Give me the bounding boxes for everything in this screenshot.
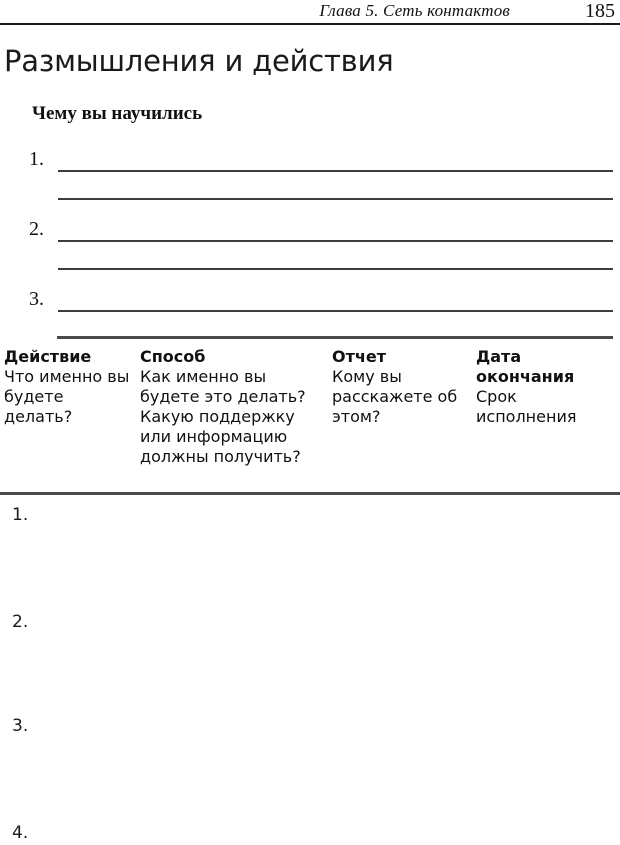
reflection-write-line[interactable] [58,170,613,172]
worksheet-column-title: Отчет [332,347,386,366]
worksheet-header-divider [0,492,620,495]
reflection-write-line[interactable] [58,268,613,270]
worksheet-row-number[interactable]: 2. [12,612,29,632]
running-head-chapter-title: Глава 5. Сеть контактов [319,1,510,20]
worksheet-column-report [332,347,472,427]
worksheet-column-description: Что именно вы будете делать? [4,367,130,426]
worksheet-column-action [4,347,136,427]
reflection-write-line[interactable] [58,240,613,242]
worksheet-column-description: Кому вы расскажете об этом? [332,367,458,426]
page-number: 185 [585,0,615,22]
worksheet-column-title: Дата окончания [476,347,575,386]
worksheet-row-number[interactable]: 4. [12,823,29,843]
worksheet-column-description: Срок исполнения [476,387,577,426]
reflection-write-line[interactable] [58,198,613,200]
worksheet-top-divider [57,336,613,339]
header-divider [0,23,620,25]
page-title: Размышления и действия [4,44,394,78]
worksheet-row-number[interactable]: 3. [12,716,29,736]
worksheet-column-title: Действие [4,347,92,366]
reflection-item-number: 2. [29,218,44,240]
reflection-item-number: 1. [29,148,44,170]
worksheet-column-due-date [476,347,616,427]
worksheet-row-number[interactable]: 1. [12,505,29,525]
worksheet-column-method [140,347,328,467]
reflection-write-line[interactable] [58,310,613,312]
reflection-item-number: 3. [29,288,44,310]
section-subtitle: Чему вы научились [32,103,203,124]
running-head [0,0,620,24]
worksheet-column-title: Способ [140,347,206,366]
worksheet-column-description: Как именно вы будете это делать? Какую поддержку или информацию должны получить? [140,367,306,466]
worksheet-header-row [0,347,620,487]
